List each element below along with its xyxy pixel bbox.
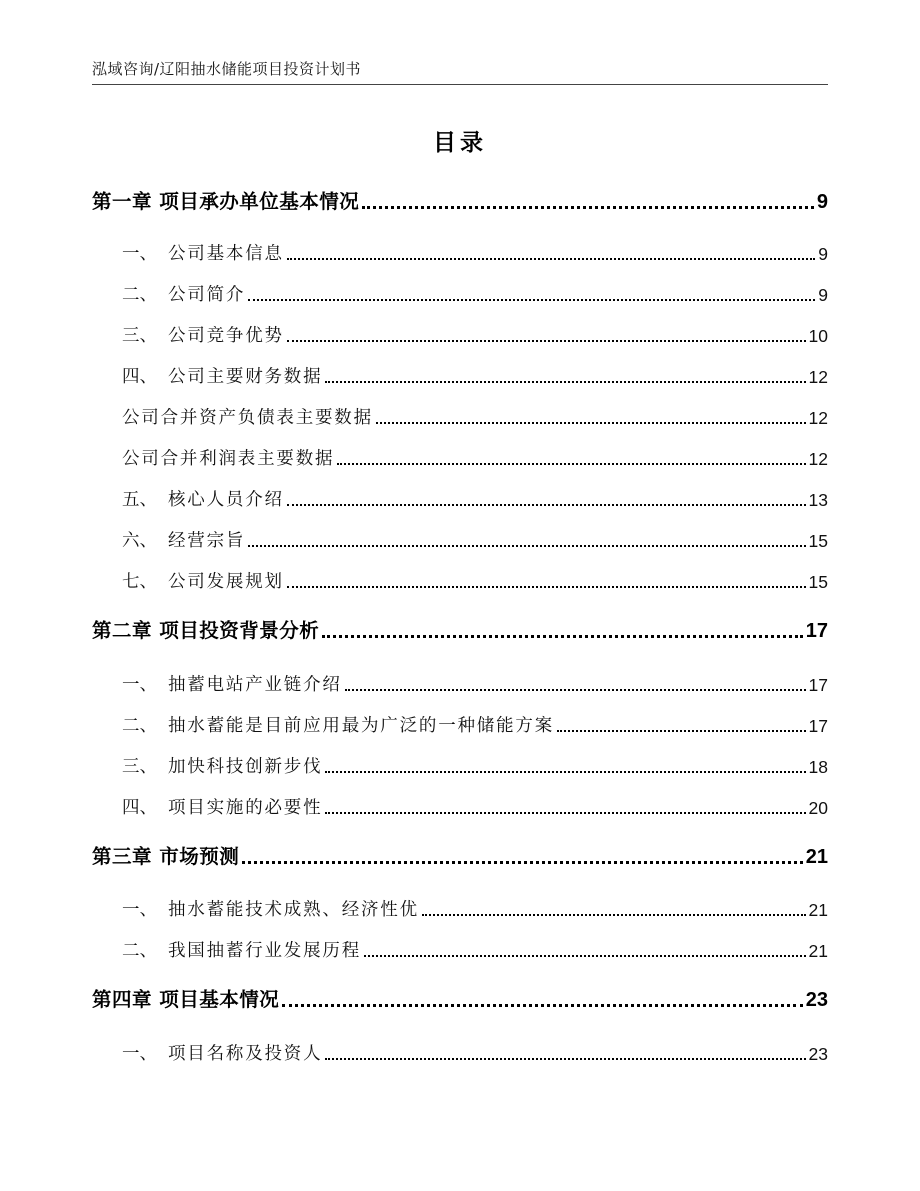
toc-entry-number: 六、 [122,531,157,551]
toc-entry-number: 四、 [122,798,157,818]
dot-leader [287,504,806,506]
toc-entry-page: 17 [805,620,828,642]
toc-entry-number: 五、 [122,490,157,510]
toc-section-entry[interactable] [92,893,828,921]
toc-section-entry[interactable] [92,360,828,388]
toc-entry-page: 9 [816,191,828,213]
toc-entry-page: 23 [805,989,828,1011]
dot-leader [364,955,806,957]
toc-entry-label: 公司合并利润表主要数据 [122,449,335,469]
toc-entry-page: 15 [808,572,828,592]
toc-entry-label: 第三章 市场预测 [92,845,240,868]
toc-section-entry[interactable] [92,319,828,347]
dot-leader [322,635,802,638]
toc-entry-page: 21 [808,941,828,961]
toc-section-entry[interactable] [92,565,828,593]
toc-entry-label: 第一章 项目承办单位基本情况 [92,190,360,213]
dot-leader [325,1058,805,1060]
toc-chapter-entry[interactable] [92,841,828,869]
dot-leader [422,914,806,916]
toc-entry-number: 二、 [122,716,157,736]
toc-entry-label: 项目实施的必要性 [168,798,323,818]
toc-entry-label: 加快科技创新步伐 [168,757,323,777]
toc-entry-label: 公司发展规划 [168,572,284,592]
toc-entry-number: 四、 [122,367,157,387]
dot-leader [248,545,805,547]
toc-chapter-entry[interactable] [92,615,828,643]
toc-entry-page: 9 [818,285,828,305]
toc-entry-page: 21 [805,846,828,868]
toc-section-entry[interactable] [92,934,828,962]
toc-entry-number: 一、 [122,675,157,695]
toc-entry-label: 核心人员介绍 [168,490,284,510]
dot-leader [287,586,806,588]
toc-section-entry[interactable] [92,791,828,819]
toc-entry-number: 三、 [122,757,157,777]
toc-entry-number: 一、 [122,244,157,264]
toc-entry-page: 9 [818,244,828,264]
toc-entry-label: 公司基本信息 [168,244,284,264]
toc-entry-label: 第四章 项目基本情况 [92,988,280,1011]
toc-entry-number: 三、 [122,326,157,346]
toc-entry-number: 一、 [122,900,157,920]
toc-entry-label: 抽水蓄能技术成熟、经济性优 [168,900,419,920]
toc-entry-label: 公司竞争优势 [168,326,284,346]
toc-entry-number: 二、 [122,941,157,961]
toc-entry-label: 项目名称及投资人 [168,1044,323,1064]
toc-section-entry[interactable] [92,237,828,265]
toc-entry-page: 21 [808,900,828,920]
toc-entry-page: 12 [808,408,828,428]
toc-entry-label: 抽水蓄能是目前应用最为广泛的一种储能方案 [168,716,554,736]
toc-section-entry[interactable] [92,668,828,696]
toc-section-entry[interactable] [92,750,828,778]
toc-entry-number: 七、 [122,572,157,592]
toc-section-entry[interactable] [92,1037,828,1065]
toc-entry-number: 二、 [122,285,157,305]
header-divider [92,84,828,85]
dot-leader [242,861,802,864]
toc-section-entry[interactable] [92,709,828,737]
toc-entry-page: 10 [808,326,828,346]
toc-entry-label: 公司合并资产负债表主要数据 [122,408,373,428]
dot-leader [248,299,815,301]
toc-entry-page: 12 [808,367,828,387]
dot-leader [287,340,806,342]
toc-title: 目录 [433,130,487,156]
dot-leader [325,812,805,814]
toc-chapter-entry[interactable] [92,984,828,1012]
toc-entry-label: 我国抽蓄行业发展历程 [168,941,361,961]
toc-entry-page: 17 [808,675,828,695]
dot-leader [362,206,814,209]
dot-leader [325,771,805,773]
toc-entry-label: 公司简介 [168,285,246,305]
page-header: 泓域咨询/辽阳抽水储能项目投资计划书 [92,60,362,78]
dot-leader [376,422,806,424]
toc-entry-page: 13 [808,490,828,510]
toc-section-entry[interactable] [92,524,828,552]
toc-entry-label: 第二章 项目投资背景分析 [92,619,320,642]
toc-section-entry[interactable] [92,278,828,306]
toc-entry-label: 公司主要财务数据 [168,367,323,387]
toc-entry-page: 20 [808,798,828,818]
dot-leader [282,1004,802,1007]
toc-entry-number: 一、 [122,1044,157,1064]
dot-leader [345,689,806,691]
toc-section-entry[interactable] [92,401,828,429]
toc-entry-label: 抽蓄电站产业链介绍 [168,675,342,695]
dot-leader [557,730,806,732]
toc-entry-page: 23 [808,1044,828,1064]
toc-chapter-entry[interactable] [92,186,828,214]
dot-leader [337,463,805,465]
toc-entry-label: 经营宗旨 [168,531,246,551]
toc-entry-page: 17 [808,716,828,736]
toc-section-entry[interactable] [92,483,828,511]
toc-entry-page: 15 [808,531,828,551]
toc-section-entry[interactable] [92,442,828,470]
toc-entry-page: 12 [808,449,828,469]
dot-leader [325,381,805,383]
toc-entry-page: 18 [808,757,828,777]
dot-leader [287,258,815,260]
